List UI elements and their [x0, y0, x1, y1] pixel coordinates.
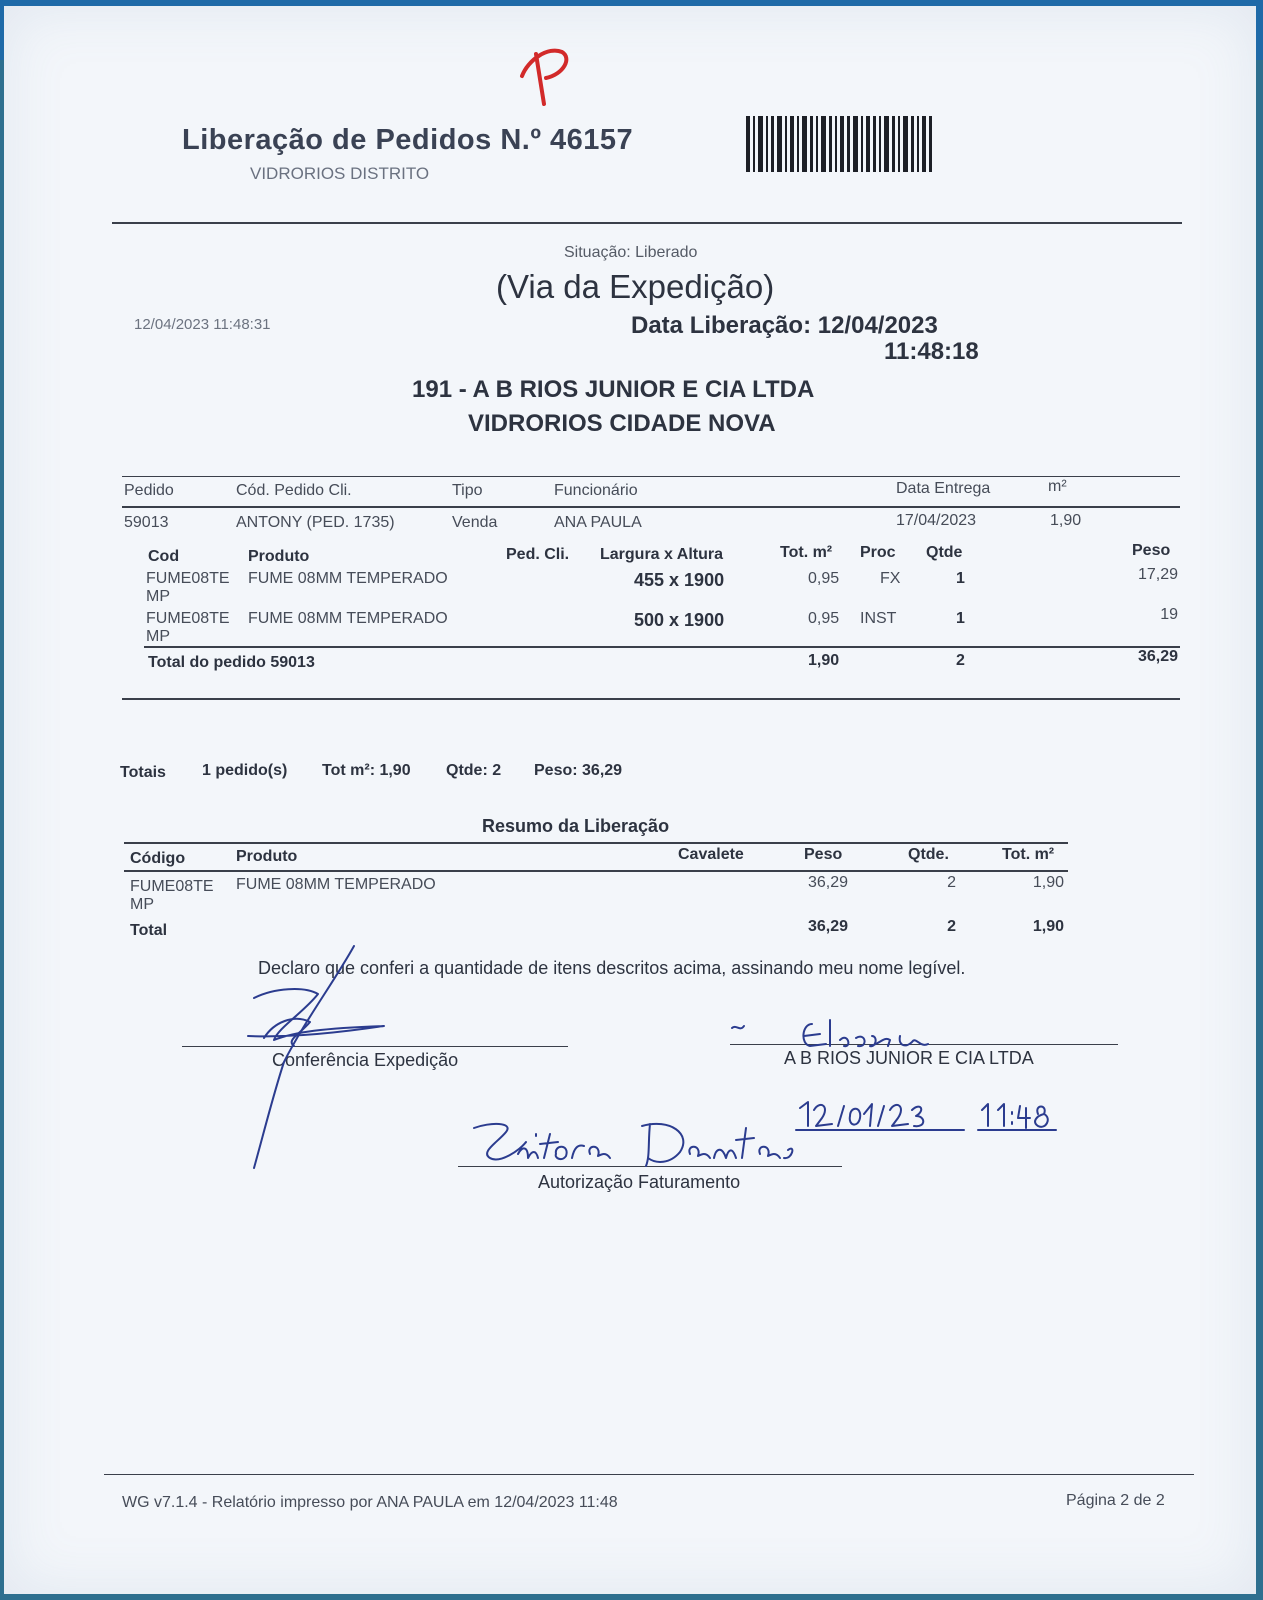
summary-col-peso: Peso: [804, 846, 843, 863]
release-time: 11:48:18: [884, 338, 979, 365]
order-delivery-date: 17/04/2023: [896, 512, 977, 529]
summary-row-qtde: 2: [947, 874, 956, 891]
summary-col-cavalete: Cavalete: [678, 846, 744, 863]
col-m2: m²: [1048, 478, 1067, 495]
order-total-qtde: 2: [956, 652, 965, 669]
item1-tot-m2: 0,95: [808, 570, 840, 587]
summary-total-peso: 36,29: [807, 918, 848, 935]
summary-total-tot-m2: 1,90: [1032, 918, 1064, 935]
handwritten-signature-client: [730, 1014, 970, 1054]
page-number: Página 2 de 2: [1066, 1492, 1165, 1509]
barcode-icon: [746, 116, 932, 172]
footer-line: [104, 1474, 1194, 1475]
order-total-line: [144, 646, 1180, 648]
table-top-line: [122, 476, 1180, 477]
handwritten-signature-conference: [234, 942, 404, 1172]
handwritten-date: [794, 1096, 1084, 1136]
order-employee: ANA PAULA: [554, 514, 642, 531]
item-col-dimensions: Largura x Altura: [600, 546, 723, 563]
release-date: Data Liberação: 12/04/2023: [631, 312, 938, 339]
item1-qtde: 1: [956, 570, 965, 587]
summary-col-tot-m2: Tot. m²: [1002, 846, 1055, 863]
signature-label-conference: Conferência Expedição: [272, 1050, 459, 1070]
totals-label: Totais: [120, 764, 166, 781]
item2-dimensions: 500 x 1900: [634, 610, 725, 630]
handwritten-signature-billing: [470, 1114, 810, 1174]
order-type: Venda: [452, 514, 498, 531]
item2-qtde: 1: [956, 610, 965, 627]
summary-top-line: [124, 842, 1068, 844]
table-header-line: [122, 506, 1180, 508]
summary-row-code: FUME08TE: [130, 878, 214, 895]
col-tipo: Tipo: [452, 482, 483, 499]
company-subtitle: VIDRORIOS DISTRITO: [250, 164, 430, 183]
copy-label: (Via da Expedição): [496, 268, 775, 305]
handwritten-mark: [514, 42, 574, 112]
order-number: 59013: [124, 514, 169, 531]
document-page: [4, 6, 1256, 1594]
item2-peso: 19: [1160, 606, 1178, 623]
item-col-qtde: Qtde: [926, 544, 963, 561]
document-title: Liberação de Pedidos N.º 46157: [182, 124, 634, 156]
summary-total-qtde: 2: [947, 918, 956, 935]
summary-row-product: FUME 08MM TEMPERADO: [236, 876, 436, 893]
item1-code-cont: MP: [146, 588, 170, 605]
item2-tot-m2: 0,95: [808, 610, 840, 627]
item1-product: FUME 08MM TEMPERADO: [248, 570, 448, 587]
item-col-proc: Proc: [860, 544, 896, 561]
client-name: 191 - A B RIOS JUNIOR E CIA LTDA: [412, 376, 815, 403]
totals-m2: Tot m²: 1,90: [322, 762, 411, 779]
item-col-peso: Peso: [1132, 542, 1171, 559]
item2-product: FUME 08MM TEMPERADO: [248, 610, 448, 627]
summary-title: Resumo da Liberação: [482, 816, 670, 836]
order-total-m2: 1,90: [808, 652, 840, 669]
order-total-peso: 36,29: [1137, 648, 1178, 665]
item-col-produto: Produto: [248, 548, 310, 565]
item-col-cod: Cod: [148, 548, 180, 565]
header-divider: [112, 222, 1182, 224]
order-total-label: Total do pedido 59013: [148, 654, 315, 671]
item1-proc: FX: [880, 570, 901, 587]
summary-total-label: Total: [130, 922, 168, 939]
totals-qtde: Qtde: 2: [446, 762, 502, 779]
item2-proc: INST: [860, 610, 897, 627]
item1-code: FUME08TE: [146, 570, 230, 587]
col-pedido: Pedido: [124, 482, 174, 499]
print-timestamp: 12/04/2023 11:48:31: [134, 316, 271, 333]
item1-dimensions: 455 x 1900: [634, 570, 725, 590]
col-data-entrega: Data Entrega: [896, 480, 991, 497]
col-funcionario: Funcionário: [554, 482, 638, 499]
summary-col-qtde: Qtde.: [908, 846, 949, 863]
declaration-text: Declaro que conferi a quantidade de itens descritos acima, assinando meu nome legível.: [258, 958, 966, 978]
order-client-code: ANTONY (PED. 1735): [236, 514, 395, 531]
summary-col-codigo: Código: [130, 850, 186, 867]
item2-code: FUME08TE: [146, 610, 230, 627]
item-col-ped-cli: Ped. Cli.: [506, 546, 570, 563]
summary-header-line: [124, 870, 1068, 872]
col-cod-pedido-cli: Cód. Pedido Cli.: [236, 482, 352, 499]
item2-code-cont: MP: [146, 628, 170, 645]
item-col-tot-m2: Tot. m²: [780, 544, 833, 561]
order-bottom-line: [122, 698, 1180, 700]
signature-label-client: A B RIOS JUNIOR E CIA LTDA: [784, 1048, 1034, 1068]
totals-peso: Peso: 36,29: [534, 762, 623, 779]
order-m2: 1,90: [1050, 512, 1082, 529]
item1-peso: 17,29: [1137, 566, 1178, 583]
signature-label-billing: Autorização Faturamento: [538, 1172, 741, 1192]
client-store: VIDRORIOS CIDADE NOVA: [468, 410, 776, 437]
summary-row-peso: 36,29: [807, 874, 848, 891]
summary-row-code-cont: MP: [130, 896, 154, 913]
status-text: Situação: Liberado: [564, 244, 698, 261]
summary-col-produto: Produto: [236, 848, 298, 865]
footer-text: WG v7.1.4 - Relatório impresso por ANA PAULA em 12/04/2023 11:48: [122, 1494, 618, 1511]
summary-row-tot-m2: 1,90: [1032, 874, 1064, 891]
totals-orders: 1 pedido(s): [202, 762, 288, 779]
